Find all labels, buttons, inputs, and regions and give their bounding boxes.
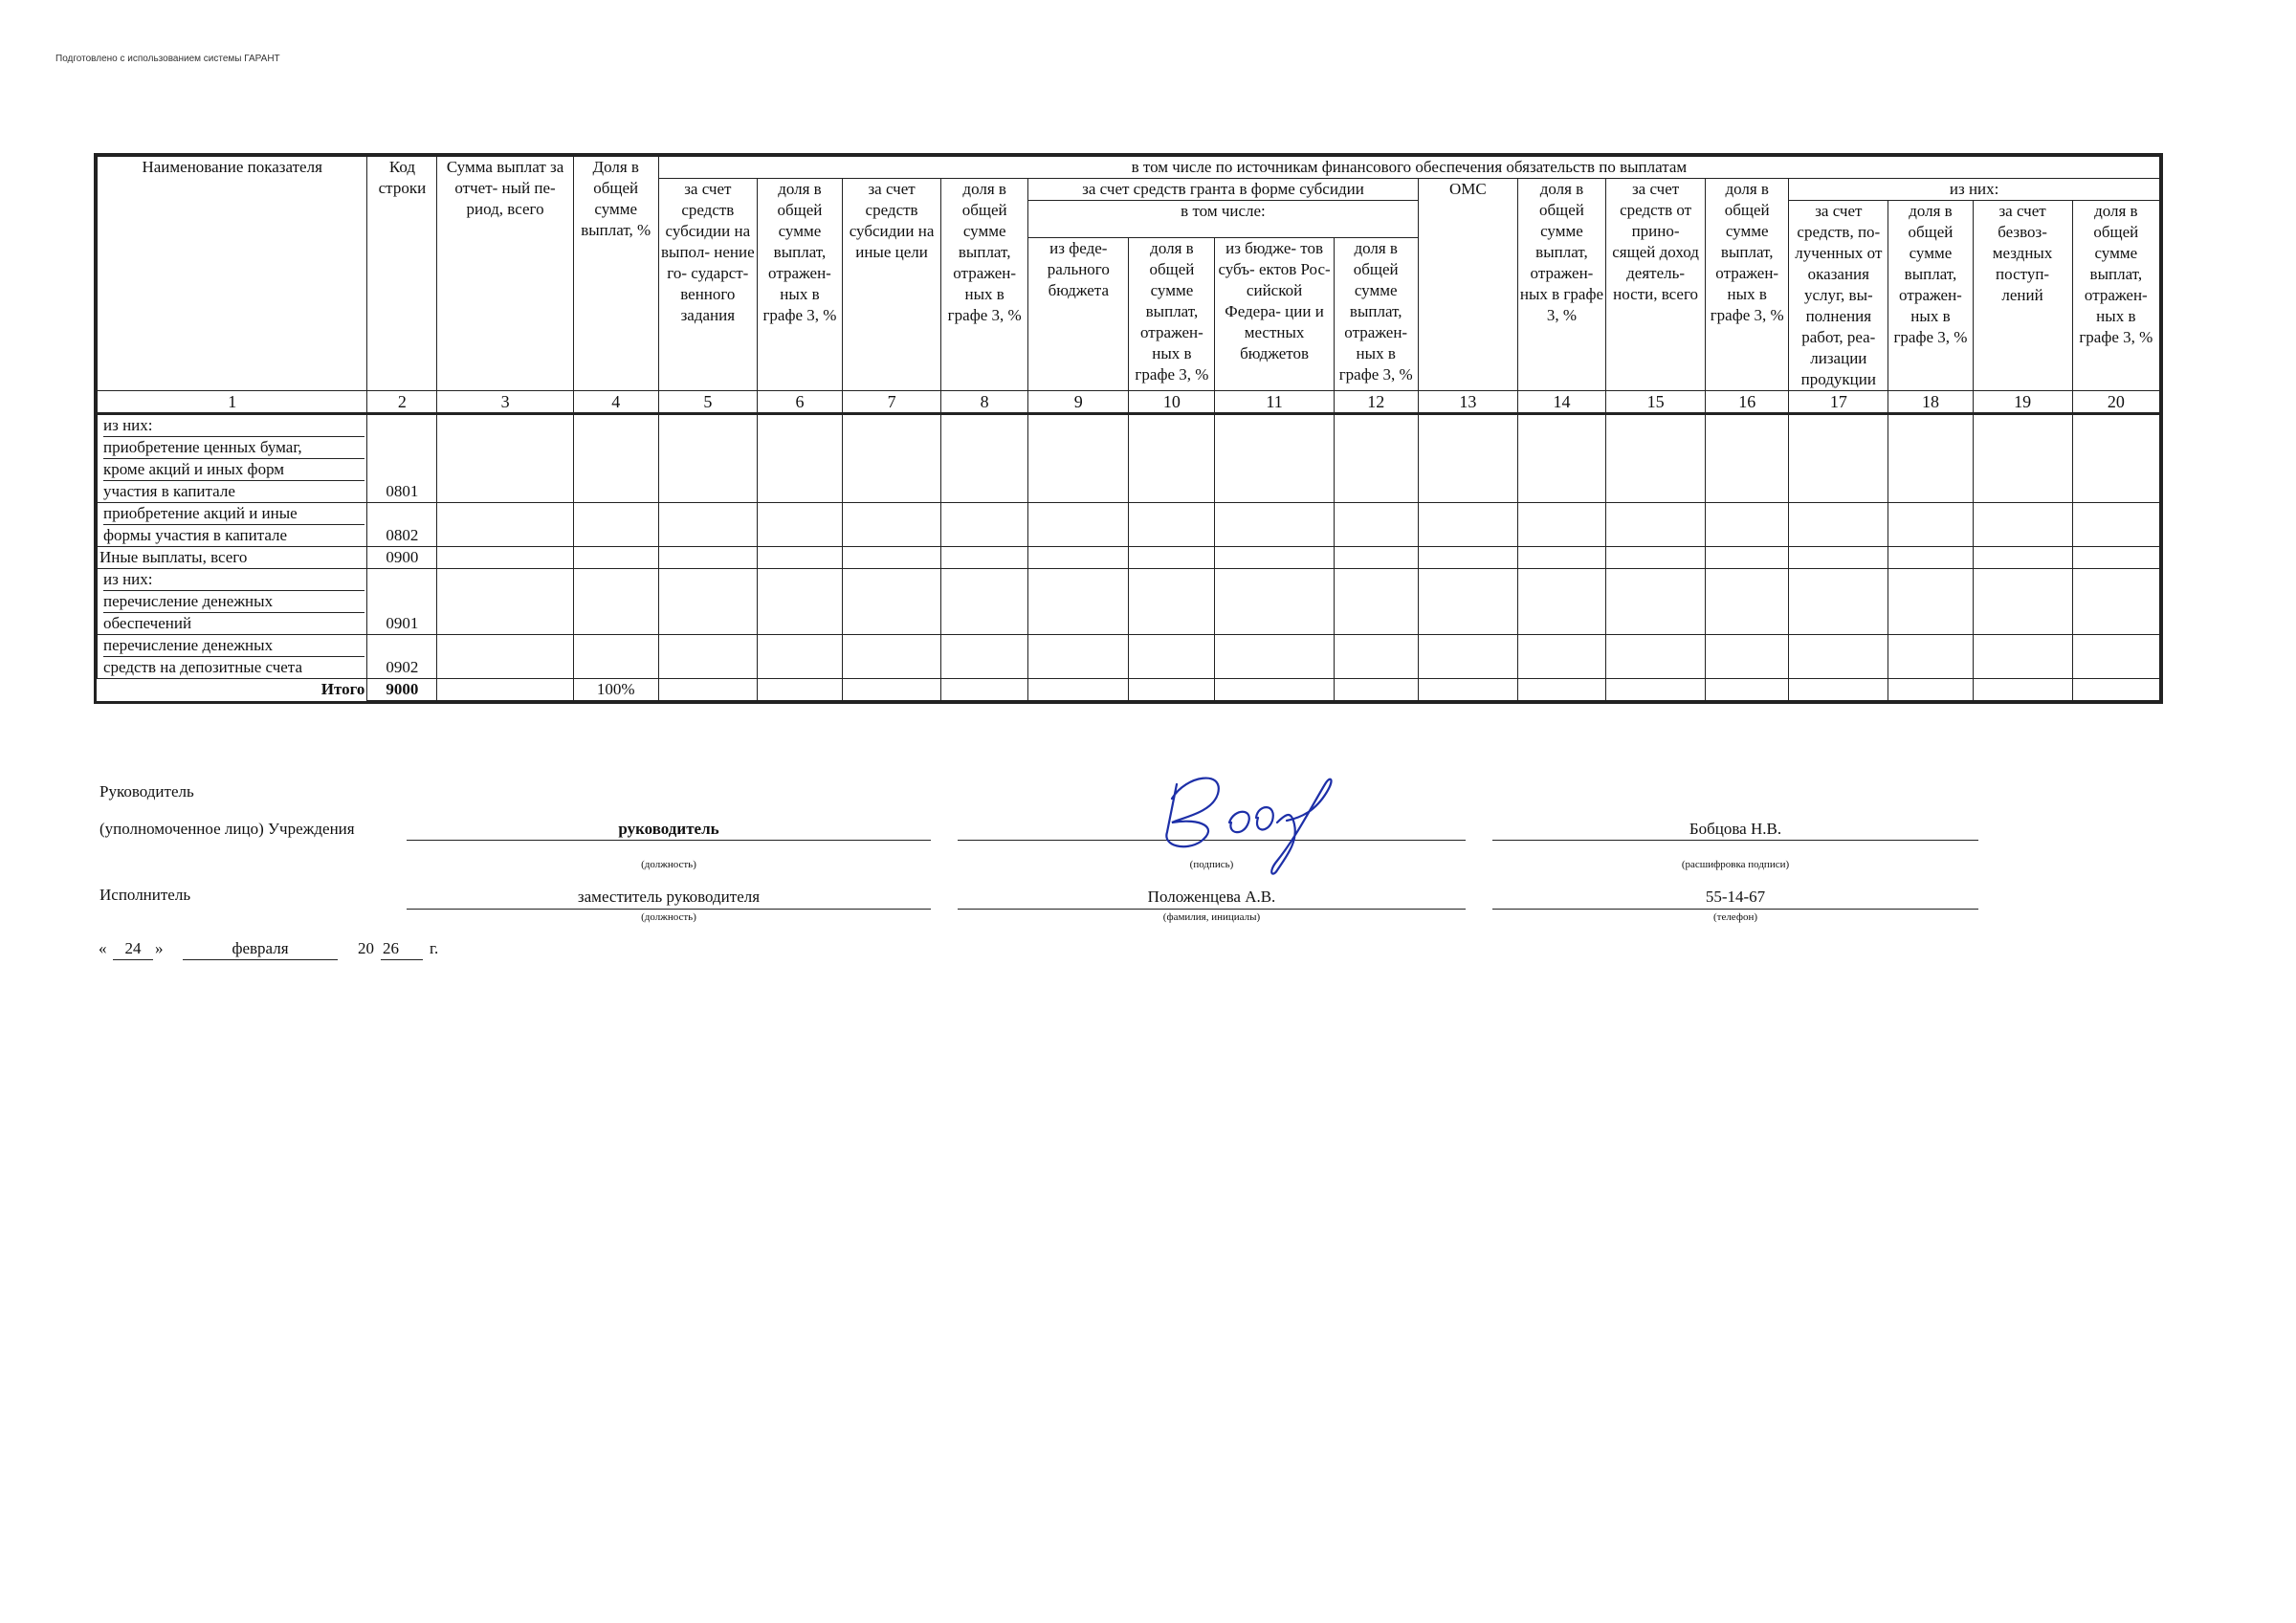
- head-position-line: [407, 840, 931, 841]
- header-c11: из бюдже- тов субъ- ектов Рос- сийской Федера- ции и местных бюджетов: [1215, 238, 1334, 391]
- header-c8: доля в общей сумме выплат, отражен- ных в графе 3, %: [941, 179, 1028, 391]
- col-num: 8: [941, 391, 1028, 414]
- caption-phone: (телефон): [1712, 911, 1758, 923]
- header-c5: за счет средств субсидии на выпол- нение го- сударст- венного задания: [658, 179, 757, 391]
- caption-signature: (подпись): [1189, 859, 1234, 870]
- col-num: 4: [573, 391, 658, 414]
- header-c10: доля в общей сумме выплат, отражен- ных в графе 3, %: [1129, 238, 1215, 391]
- total-share: 100%: [573, 679, 658, 701]
- col-num: 3: [437, 391, 573, 414]
- row-text: приобретение ценных бумаг,: [103, 437, 364, 459]
- head-label-2: (уполномоченное лицо) Учреждения: [99, 820, 355, 838]
- header-c15: за счет средств от прино- сящей доход деятель- ности, всего: [1606, 179, 1706, 391]
- prepared-note: Подготовлено с использованием системы ГАРАНТ: [55, 54, 280, 64]
- col-num: 14: [1517, 391, 1605, 414]
- header-grant: за счет средств гранта в форме субсидии: [1028, 179, 1419, 201]
- date-century: 20: [358, 939, 374, 957]
- row-label-0900: Иные выплаты, всего: [98, 547, 367, 569]
- head-name: Бобцова Н.В.: [1689, 820, 1782, 838]
- exec-phone: 55-14-67: [1705, 888, 1766, 906]
- exec-position: заместитель руководителя: [577, 888, 761, 906]
- col-num: 16: [1706, 391, 1789, 414]
- header-oms: ОМС: [1418, 179, 1517, 391]
- header-share: Доля в общей сумме выплат, %: [573, 157, 658, 391]
- col-num: 18: [1888, 391, 1973, 414]
- row-text: средств на депозитные счета: [103, 658, 302, 676]
- col-num: 19: [1973, 391, 2072, 414]
- table-row-0801: [98, 414, 2160, 503]
- row-text: перечисление денежных: [103, 591, 364, 613]
- col-num: 10: [1129, 391, 1215, 414]
- table-row-0901: [98, 569, 2160, 635]
- header-c17: за счет средств, по- лученных от оказания услуг, вы- полнения работ, реа- лизации продукции: [1789, 201, 1888, 391]
- row-label-0901: [98, 569, 367, 635]
- exec-phone-line: [1492, 909, 1978, 910]
- header-c19: за счет безвоз- мездных поступ- лений: [1973, 201, 2072, 391]
- col-num: 7: [843, 391, 941, 414]
- col-num: 9: [1028, 391, 1129, 414]
- exec-name-line: [958, 909, 1466, 910]
- row-code: 0801: [367, 414, 437, 503]
- date-day: 24: [124, 939, 142, 957]
- col-num: 13: [1418, 391, 1517, 414]
- header-row-1: [98, 157, 2160, 179]
- row-code: 0901: [367, 569, 437, 635]
- col-num: 2: [367, 391, 437, 414]
- row-text: обеспечений: [103, 614, 192, 632]
- payments-table: [97, 156, 2160, 701]
- row-code: 0802: [367, 503, 437, 547]
- row-text: приобретение акций и иные: [103, 503, 364, 525]
- total-code: 9000: [367, 679, 437, 701]
- date-month-line: [183, 959, 338, 960]
- header-c7: за счет средств субсидии на иные цели: [843, 179, 941, 391]
- column-numbers-row: [98, 391, 2160, 414]
- row-label-0802: [98, 503, 367, 547]
- header-c20: доля в общей сумме выплат, отражен- ных в графе 3, %: [2072, 201, 2159, 391]
- caption-position: (должность): [641, 859, 696, 870]
- header-code: Код строки: [367, 157, 437, 391]
- row-text: кроме акций и иных форм: [103, 459, 364, 481]
- col-num: 6: [757, 391, 842, 414]
- date-month: февраля: [232, 939, 289, 957]
- header-c6: доля в общей сумме выплат, отражен- ных в графе 3, %: [757, 179, 842, 391]
- table-row-0900: [98, 547, 2160, 569]
- head-position: руководитель: [618, 820, 719, 838]
- head-label: Руководитель: [99, 782, 194, 801]
- table-row-total: [98, 679, 2160, 701]
- date-year: 26: [383, 939, 399, 957]
- col-num: 12: [1334, 391, 1418, 414]
- row-text: перечисление денежных: [103, 635, 364, 657]
- col-num: 5: [658, 391, 757, 414]
- date-day-line: [113, 959, 153, 960]
- caption-fio: (фамилия, инициалы): [1162, 911, 1261, 923]
- total-label: Итого: [98, 679, 367, 701]
- header-incl: в том числе:: [1028, 201, 1419, 238]
- header-of-them: из них:: [1789, 179, 2160, 201]
- header-c14: доля в общей сумме выплат, отражен- ных в графе 3, %: [1517, 179, 1605, 391]
- caption-position-2: (должность): [641, 911, 696, 923]
- date-g: г.: [430, 939, 439, 957]
- exec-position-line: [407, 909, 931, 910]
- date-open-quote: «: [99, 939, 107, 957]
- date-year-line: [381, 959, 423, 960]
- header-c16: доля в общей сумме выплат, отражен- ных в графе 3, %: [1706, 179, 1789, 391]
- header-sources: в том числе по источникам финансового обеспечения обязательств по выплатам: [658, 157, 2159, 179]
- header-c18: доля в общей сумме выплат, отражен- ных в графе 3, %: [1888, 201, 1973, 391]
- col-num: 1: [98, 391, 367, 414]
- row-text: формы участия в капитале: [103, 526, 288, 544]
- col-num: 17: [1789, 391, 1888, 414]
- col-num: 20: [2072, 391, 2159, 414]
- row-code: 0900: [367, 547, 437, 569]
- col-num: 15: [1606, 391, 1706, 414]
- header-c9: из феде- рального бюджета: [1028, 238, 1129, 391]
- row-code: 0902: [367, 635, 437, 679]
- row-label-0902: [98, 635, 367, 679]
- row-text: из них:: [103, 415, 364, 437]
- row-label-0801: [98, 414, 367, 503]
- header-sum: Сумма выплат за отчет- ный пе- риод, всего: [437, 157, 573, 391]
- row-text: участия в капитале: [103, 482, 235, 500]
- exec-name: Положенцева А.В.: [1147, 888, 1276, 906]
- date-close-quote: »: [155, 939, 164, 957]
- header-c12: доля в общей сумме выплат, отражен- ных в графе 3, %: [1334, 238, 1418, 391]
- executor-label: Исполнитель: [99, 886, 191, 904]
- head-name-line: [1492, 840, 1978, 841]
- header-name: Наименование показателя: [98, 157, 367, 391]
- row-text: из них:: [103, 569, 364, 591]
- caption-decode: (расшифровка подписи): [1681, 859, 1790, 870]
- table-row-0802: [98, 503, 2160, 547]
- col-num: 11: [1215, 391, 1334, 414]
- table-row-0902: [98, 635, 2160, 679]
